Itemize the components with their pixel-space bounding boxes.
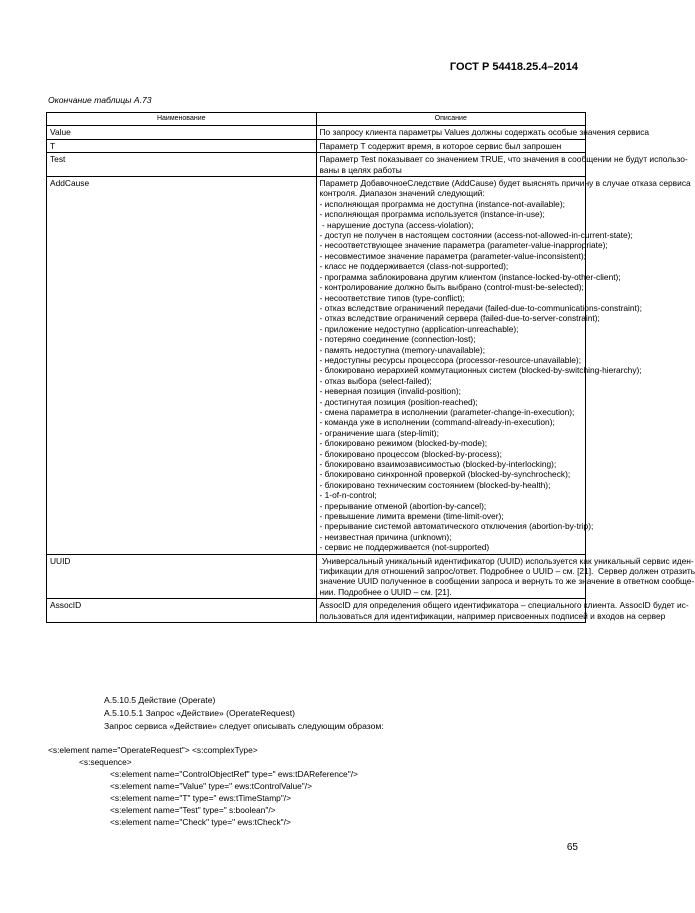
parameter-description-cell xyxy=(316,126,650,139)
parameter-name-cell: T xyxy=(47,139,317,152)
description-line: - смена параметра в исполнении (parameter-change-in-execution); xyxy=(319,406,575,417)
description-line: - 1-of-n-control; xyxy=(319,490,377,501)
standard-designation: ГОСТ Р 54418.25.4–2014 xyxy=(449,61,578,73)
table-body xyxy=(47,126,695,623)
table-row xyxy=(47,599,586,623)
description-line: - блокировано техническим состоянием (blocked-by-health); xyxy=(319,479,551,490)
description-line: - прерывание отменой (abortion-by-cancel); xyxy=(319,500,487,511)
table-header-row xyxy=(47,113,586,126)
description-line: - отказ вследствие ограничений сервера (failed-due-to-server-constraint); xyxy=(319,313,600,324)
code-line: <s:element name="ControlObjectRef" type=" ews:tDAReference"/> xyxy=(110,769,358,779)
description-line: - неизвестная причина (unknown); xyxy=(319,531,452,542)
description-line: - недоступны ресурсы процессора (processor-resource-unavailable); xyxy=(319,354,582,365)
code-line: <s:sequence> xyxy=(79,757,132,767)
code-line: <s:element name="T" type=" ews:tTimeStamp"/> xyxy=(110,793,292,803)
description-line: - блокировано синхронной проверкой (blocked-by-synchrocheck); xyxy=(319,469,571,480)
description-line: нии. Подробнее о UUID – см. [21]. xyxy=(319,586,452,597)
description-line: - блокировано иерархией коммутационных систем (blocked-by-switching-hierarchy); xyxy=(319,365,642,376)
description-line: - достигнутая позиция (position-reached); xyxy=(319,396,478,407)
description-line: - команда уже в исполнении (command-already-in-execution); xyxy=(319,417,555,428)
description-line: - нарушение доступа (access-violation); xyxy=(319,219,474,230)
description-line: - отказ выбора (select-failed); xyxy=(319,375,432,386)
description-line: - превышение лимита времени (time-limit-over); xyxy=(319,511,504,522)
description-line: - программа заблокирована другим клиентом (instance-locked-by-other-client); xyxy=(319,271,621,282)
description-line: Параметр Test показывает со значением TRUE, что значения в сообщении не будут использо- xyxy=(319,154,688,165)
table-row xyxy=(47,554,586,599)
description-line: контроля. Диапазон значений следующий: xyxy=(319,188,485,199)
description-line: Параметр ДобавочноеСледствие (AddCause) будет выяснять причину в случае отказа сервиса xyxy=(319,178,691,189)
code-line: <s:element name="OperateRequest"> <s:complexType> xyxy=(48,745,258,755)
parameter-name-cell: Value xyxy=(47,126,317,139)
parameter-name-cell: UUID xyxy=(47,554,317,599)
code-line: <s:element name="Check" type=" ews:tCheck"/> xyxy=(110,817,291,827)
description-line: тификации для отношений запрос/ответ. Подробнее о UUID – см. [21]. Сервер должен отразить xyxy=(319,566,695,577)
table-caption: Окончание таблицы А.73 xyxy=(48,95,152,105)
description-line: значение UUID полученное в сообщении запроса и вернуть то же значение в ответном сообще- xyxy=(319,576,695,587)
parameter-description-cell xyxy=(316,599,689,623)
description-line: - блокировано режимом (blocked-by-mode); xyxy=(319,438,488,449)
description-line: - неверная позиция (invalid-position); xyxy=(319,386,461,397)
table-row xyxy=(47,177,586,555)
description-line: - контролирование должно быть выбрано (control-must-be-selected); xyxy=(319,282,584,293)
description-line: - несоответствие типов (type-conflict); xyxy=(319,292,465,303)
column-header-name: Наименование xyxy=(47,113,317,126)
code-line: <s:element name="Value" type=" ews:tControlValue"/> xyxy=(110,781,312,791)
parameter-name-cell: AssocID xyxy=(47,599,317,623)
section-heading-operate: А.5.10.5 Действие (Operate) xyxy=(104,695,216,705)
description-line: ваны в целях работы xyxy=(319,164,402,175)
description-line: - память недоступна (memory-unavailable); xyxy=(319,344,486,355)
table-row xyxy=(47,153,586,177)
description-line: Универсальный уникальный идентификатор (UUID) используется как уникальный сервис иден- xyxy=(319,555,694,566)
parameter-description-cell xyxy=(316,177,691,555)
section-heading-operate-request: А.5.10.5.1 Запрос «Действие» (OperateRequest) xyxy=(104,708,295,718)
description-line: По запросу клиента параметры Values должны содержать особые значения сервиса xyxy=(319,127,650,138)
parameter-name-cell: Test xyxy=(47,153,317,177)
table-row xyxy=(47,139,586,152)
description-line: Параметр Т содержит время, в которое сервис был запрошен xyxy=(319,140,562,151)
parameter-description-cell xyxy=(316,554,695,599)
section-intro-text: Запрос сервиса «Действие» следует описывать следующим образом: xyxy=(104,721,384,731)
description-line: - несоответствующее значение параметра (parameter-value-inappropriate); xyxy=(319,240,608,251)
parameters-table xyxy=(46,112,695,623)
code-line: <s:element name="Test" type=" s:boolean"/> xyxy=(110,805,276,815)
description-line: - несовместимое значение параметра (parameter-value-inconsistent); xyxy=(319,250,586,261)
description-line: - блокировано взаимозависимостью (blocked-by-interlocking); xyxy=(319,459,557,469)
column-header-description: Описание xyxy=(316,113,586,126)
description-line: - исполняющая программа используется (instance-in-use); xyxy=(319,209,545,220)
description-line: - блокировано процессом (blocked-by-process); xyxy=(319,448,502,459)
description-line: - сервис не поддерживается (not-supported) xyxy=(319,542,490,553)
description-line: - отказ вследствие ограничений передачи (failed-due-to-communications-constraint); xyxy=(319,302,643,313)
parameter-description-cell xyxy=(316,139,586,152)
parameter-description-cell xyxy=(316,153,688,177)
description-line: - ограничение шага (step-limit); xyxy=(319,427,439,438)
page-number: 65 xyxy=(566,842,578,853)
parameter-name-cell: AddCause xyxy=(47,177,317,555)
table-row xyxy=(47,126,586,139)
description-line: - приложение недоступно (application-unreachable); xyxy=(319,323,519,334)
description-line: пользоваться для идентификации, например присвоенных подписей и входов на сервер xyxy=(319,610,666,621)
description-line: - потеряно соединение (connection-lost); xyxy=(319,334,476,345)
description-line: AssocID для определения общего идентификатора – специального клиента. AssocID будет ис- xyxy=(319,600,689,611)
description-line: - исполняющая программа не доступна (instance-not-available); xyxy=(319,198,565,209)
description-line: - класс не поддерживается (class-not-supported); xyxy=(319,261,509,272)
description-line: - доступ не получен в настоящем состоянии (access-not-allowed-in-current-state); xyxy=(319,230,633,241)
description-line: - прерывание системой автоматического отключения (abortion-by-trip); xyxy=(319,521,594,532)
